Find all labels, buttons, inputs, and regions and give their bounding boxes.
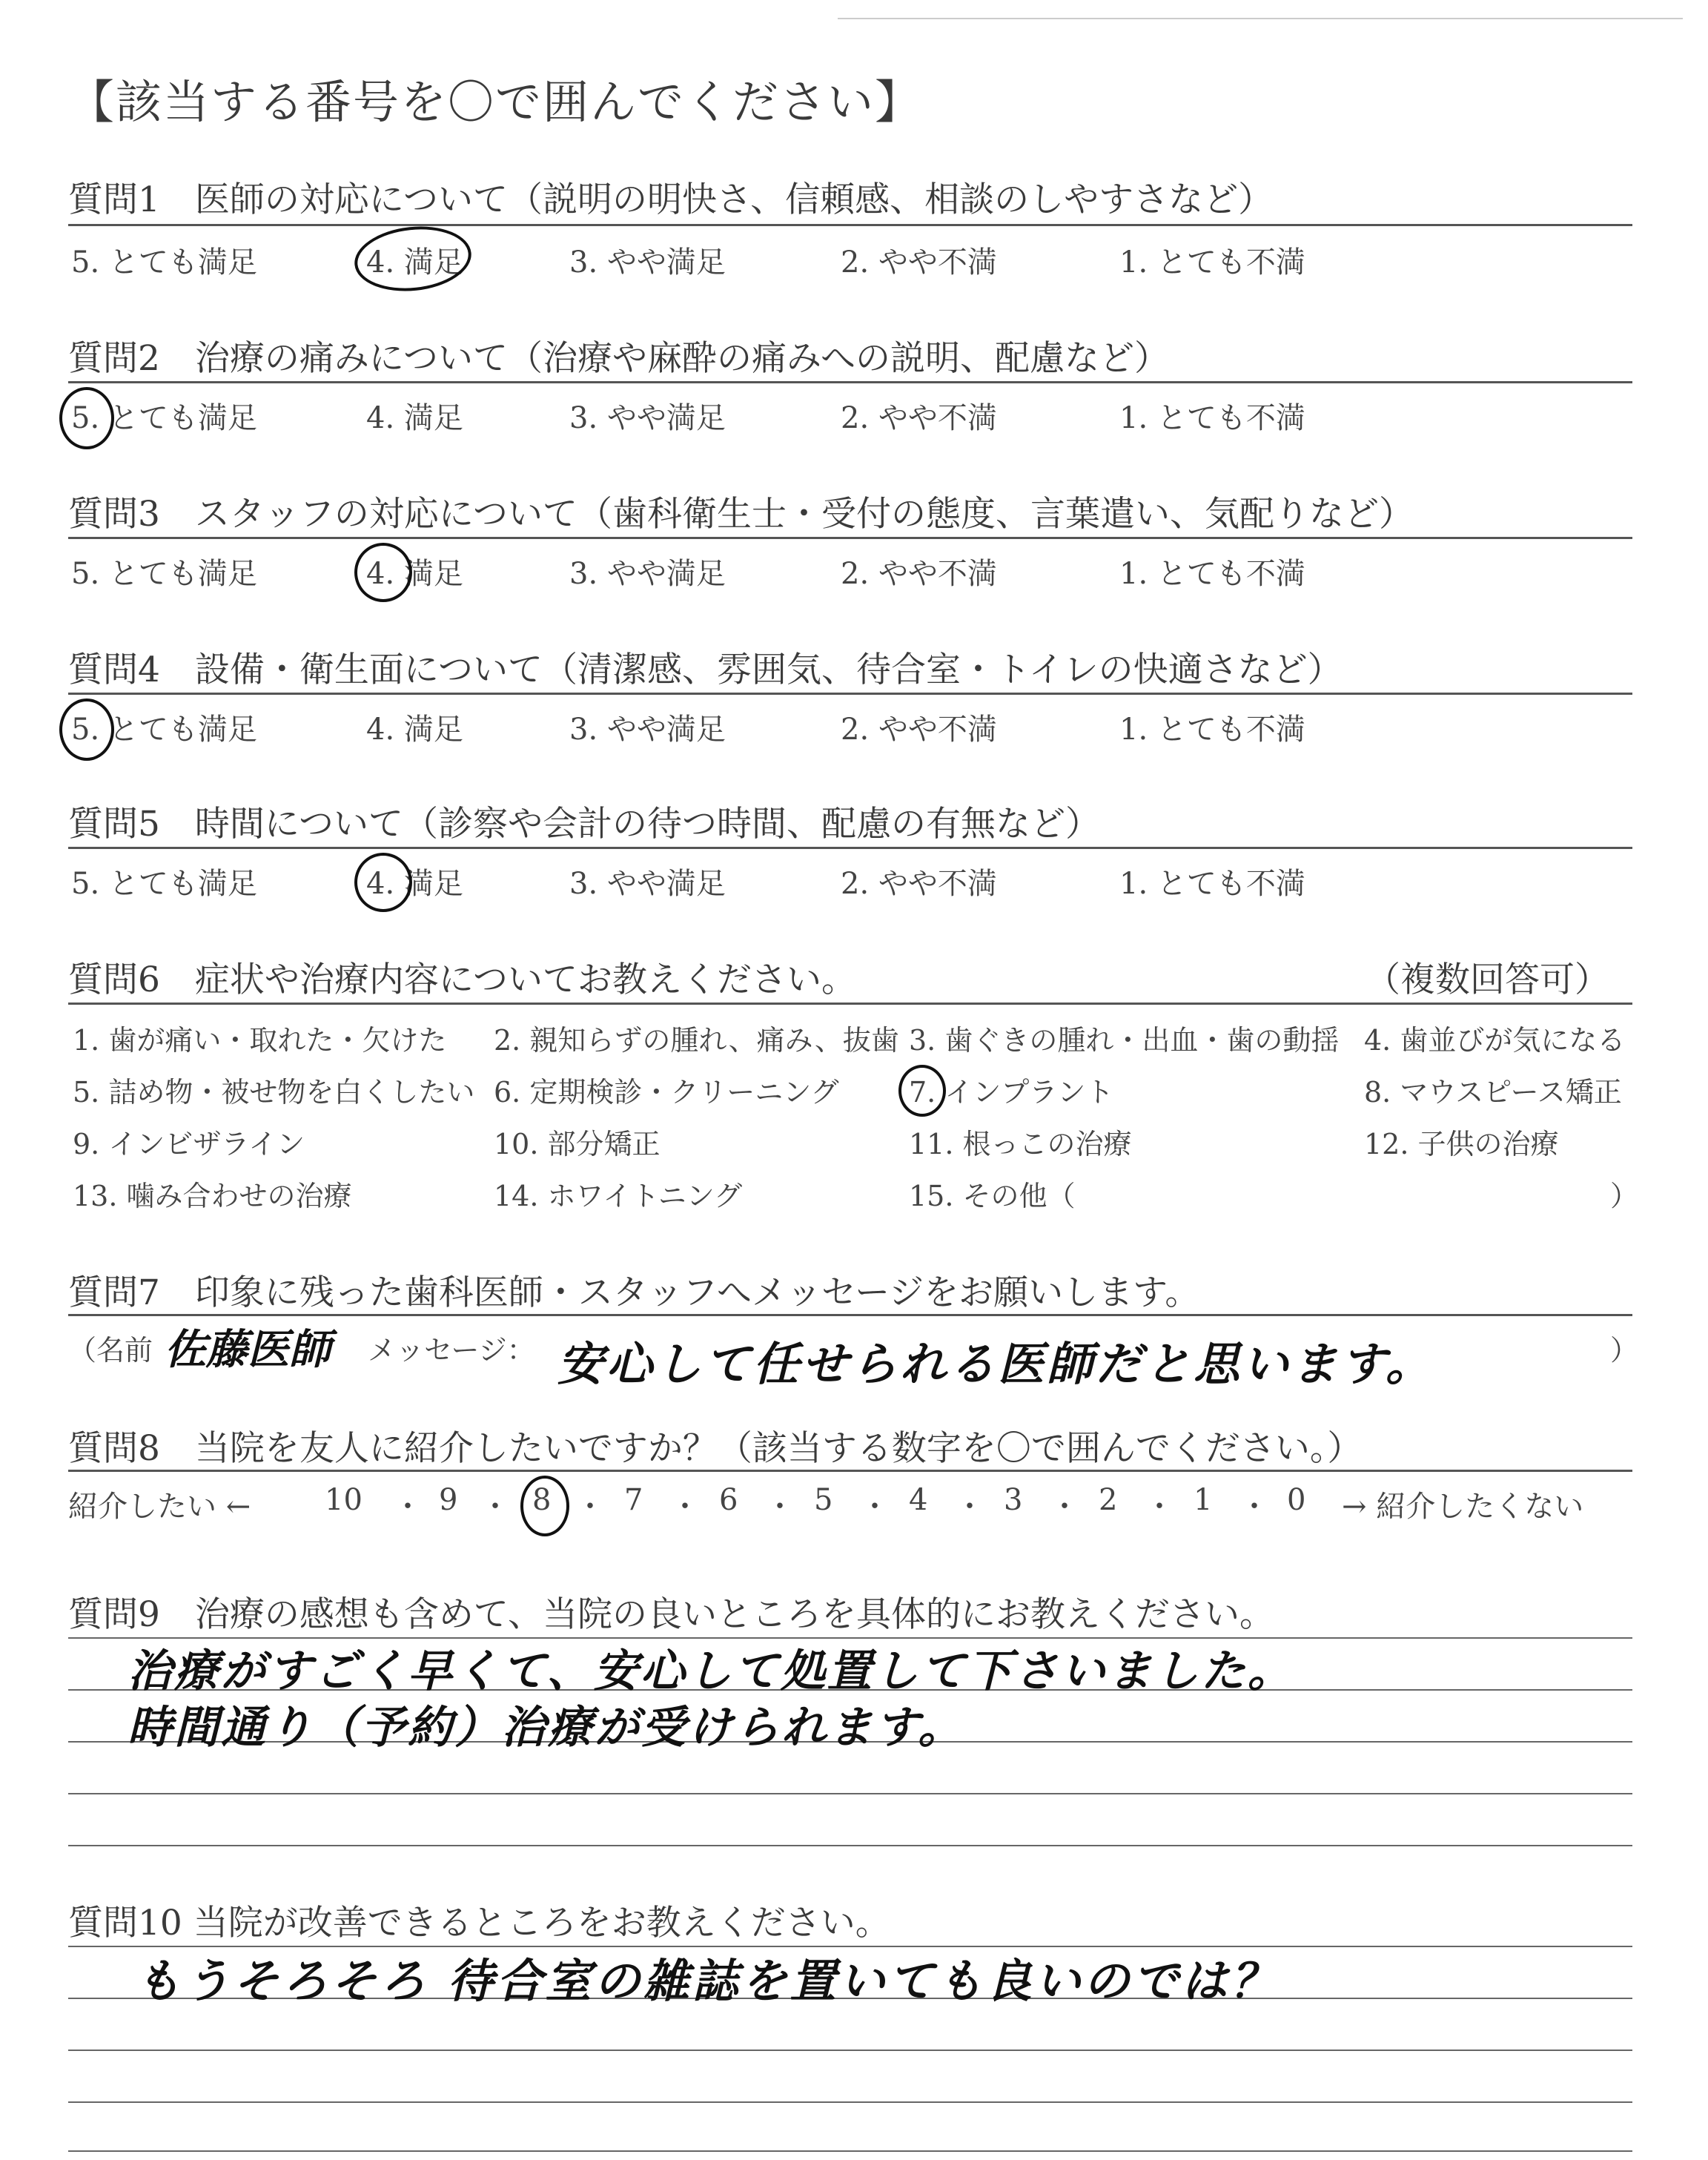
q4-option-5[interactable]: 5. とても満足 bbox=[71, 713, 257, 747]
q2-title: 質問2 治療の痛みについて（治療や麻酔の痛みへの説明、配慮など） bbox=[68, 338, 1170, 379]
q6-item-7[interactable]: 7. インプラント bbox=[909, 1076, 1114, 1109]
q8-number-1[interactable]: 1 bbox=[1194, 1483, 1213, 1517]
q8-sep: ・ bbox=[393, 1490, 423, 1524]
q6-note: （複数回答可） bbox=[1366, 960, 1609, 1000]
q1-option-3[interactable]: 3. やや満足 bbox=[569, 245, 726, 280]
q2-option-4[interactable]: 4. 満足 bbox=[366, 401, 463, 435]
q1-option-2[interactable]: 2. やや不満 bbox=[841, 245, 997, 280]
q8-left-label: 紹介したい ← bbox=[68, 1490, 251, 1524]
q8-sep: ・ bbox=[1239, 1490, 1269, 1524]
q5-selection-circle bbox=[354, 853, 412, 912]
q8-number-7[interactable]: 7 bbox=[624, 1483, 643, 1517]
q6-title: 質問6 症状や治療内容についてお教えください。 bbox=[68, 960, 856, 1000]
q6-item-10[interactable]: 10. 部分矯正 bbox=[494, 1128, 661, 1160]
q1-option-1[interactable]: 1. とても不満 bbox=[1119, 245, 1305, 280]
q8-number-10[interactable]: 10 bbox=[325, 1483, 363, 1517]
q8-sep: ・ bbox=[1050, 1490, 1079, 1524]
q10-writing-line bbox=[68, 2150, 1632, 2152]
q9-answer-line-2[interactable]: 時間通り（予約）治療が受けられます。 bbox=[128, 1702, 965, 1754]
q10-writing-line bbox=[68, 2050, 1632, 2051]
q6-item-13[interactable]: 13. 噛み合わせの治療 bbox=[73, 1180, 352, 1212]
q8-sep: ・ bbox=[1145, 1490, 1174, 1524]
q8-sep: ・ bbox=[480, 1490, 510, 1524]
q8-sep: ・ bbox=[955, 1490, 984, 1524]
q4-option-1[interactable]: 1. とても不満 bbox=[1119, 713, 1305, 747]
q6-selection-circle bbox=[898, 1065, 946, 1117]
q8-selection-circle bbox=[520, 1476, 569, 1536]
q4-selection-circle bbox=[59, 698, 114, 761]
q8-number-8[interactable]: 8 bbox=[532, 1483, 552, 1517]
q8-right-label: → 紹介したくない bbox=[1342, 1490, 1584, 1524]
q5-rule bbox=[68, 847, 1632, 849]
q3-rule bbox=[68, 537, 1632, 539]
q7-name-value[interactable]: 佐藤医師 bbox=[165, 1326, 331, 1374]
q2-option-5[interactable]: 5. とても満足 bbox=[71, 401, 257, 435]
q6-item-14[interactable]: 14. ホワイトニング bbox=[494, 1180, 743, 1212]
q3-option-1[interactable]: 1. とても不満 bbox=[1119, 557, 1305, 591]
q3-option-2[interactable]: 2. やや不満 bbox=[841, 557, 997, 591]
q7-message-value[interactable]: 安心して任せられる医師だと思います。 bbox=[557, 1337, 1435, 1391]
q8-number-6[interactable]: 6 bbox=[719, 1483, 738, 1517]
q4-option-4[interactable]: 4. 満足 bbox=[366, 713, 463, 747]
q3-option-4[interactable]: 4. 満足 bbox=[366, 557, 463, 591]
q3-title: 質問3 スタッフの対応について（歯科衛生士・受付の態度、言葉遣い、気配りなど） bbox=[68, 494, 1414, 535]
q7-rule bbox=[68, 1314, 1632, 1316]
q3-selection-circle bbox=[354, 543, 412, 602]
q9-writing-line bbox=[68, 1793, 1632, 1794]
q4-rule bbox=[68, 693, 1632, 695]
q6-item-8[interactable]: 8. マウスピース矯正 bbox=[1364, 1076, 1622, 1109]
q2-selection-circle bbox=[59, 387, 114, 449]
q1-option-5[interactable]: 5. とても満足 bbox=[71, 245, 257, 280]
q9-answer-line-1[interactable]: 治療がすごく早くて、安心して処置して下さいました。 bbox=[128, 1645, 1294, 1697]
scan-top-edge bbox=[838, 18, 1683, 19]
q8-number-4[interactable]: 4 bbox=[909, 1483, 928, 1517]
q10-writing-line bbox=[68, 2101, 1632, 2103]
q6-rule bbox=[68, 1003, 1632, 1005]
q2-rule bbox=[68, 381, 1632, 383]
q7-name-label: （名前 bbox=[68, 1334, 153, 1367]
q6-item-12[interactable]: 12. 子供の治療 bbox=[1364, 1128, 1559, 1160]
q7-message-label: メッセージ： bbox=[368, 1334, 535, 1367]
q4-title: 質問4 設備・衛生面について（清潔感、雰囲気、待合室・トイレの快適さなど） bbox=[68, 650, 1343, 690]
q5-option-2[interactable]: 2. やや不満 bbox=[841, 867, 997, 901]
q6-item-11[interactable]: 11. 根っこの治療 bbox=[909, 1128, 1132, 1160]
q8-sep: ・ bbox=[765, 1490, 795, 1524]
q6-item-15[interactable]: 15. その他（ bbox=[909, 1180, 1076, 1212]
q6-item-6[interactable]: 6. 定期検診・クリーニング bbox=[494, 1076, 839, 1109]
q6-item-3[interactable]: 3. 歯ぐきの腫れ・出血・歯の動揺 bbox=[909, 1024, 1340, 1057]
q4-option-2[interactable]: 2. やや不満 bbox=[841, 713, 997, 747]
q1-rule bbox=[68, 224, 1632, 226]
q10-title: 質問10 当院が改善できるところをお教えください。 bbox=[68, 1903, 890, 1943]
q8-number-3[interactable]: 3 bbox=[1004, 1483, 1023, 1517]
q2-option-1[interactable]: 1. とても不満 bbox=[1119, 401, 1305, 435]
q8-sep: ・ bbox=[670, 1490, 700, 1524]
q8-sep: ・ bbox=[860, 1490, 890, 1524]
q6-item-4[interactable]: 4. 歯並びが気になる bbox=[1364, 1024, 1626, 1057]
q5-option-3[interactable]: 3. やや満足 bbox=[569, 867, 726, 901]
q10-answer-line-1[interactable]: もうそろそろ 待合室の雑誌を置いても良いのでは？ bbox=[135, 1954, 1280, 2008]
q6-item-5[interactable]: 5. 詰め物・被せ物を白くしたい bbox=[73, 1076, 475, 1109]
q3-option-5[interactable]: 5. とても満足 bbox=[71, 557, 257, 591]
q1-selection-circle bbox=[351, 221, 474, 297]
q8-sep: ・ bbox=[575, 1490, 605, 1524]
q7-close-paren: ） bbox=[1610, 1334, 1639, 1367]
page-header: 【該当する番号を〇で囲んでください】 bbox=[68, 75, 923, 129]
q1-title: 質問1 医師の対応について（説明の明快さ、信頼感、相談のしやすさなど） bbox=[68, 179, 1274, 220]
q2-option-2[interactable]: 2. やや不満 bbox=[841, 401, 997, 435]
q6-item-1[interactable]: 1. 歯が痛い・取れた・欠けた bbox=[73, 1024, 447, 1057]
q8-number-0[interactable]: 0 bbox=[1287, 1483, 1306, 1517]
q8-rule bbox=[68, 1470, 1632, 1472]
q6-item-9[interactable]: 9. インビザライン bbox=[73, 1128, 305, 1160]
q9-title: 質問9 治療の感想も含めて、当院の良いところを具体的にお教えください。 bbox=[68, 1594, 1274, 1635]
q5-title: 質問5 時間について（診察や会計の待つ時間、配慮の有無など） bbox=[68, 804, 1100, 845]
q4-option-3[interactable]: 3. やや満足 bbox=[569, 713, 726, 747]
q7-title: 質問7 印象に残った歯科医師・スタッフへメッセージをお願いします。 bbox=[68, 1272, 1200, 1313]
q5-option-4[interactable]: 4. 満足 bbox=[366, 867, 463, 901]
q8-number-9[interactable]: 9 bbox=[439, 1483, 458, 1517]
q3-option-3[interactable]: 3. やや満足 bbox=[569, 557, 726, 591]
q8-title: 質問8 当院を友人に紹介したいですか？（該当する数字を〇で囲んでください。） bbox=[68, 1428, 1363, 1469]
q6-item-2[interactable]: 2. 親知らずの腫れ、痛み、抜歯 bbox=[494, 1024, 899, 1057]
q5-option-5[interactable]: 5. とても満足 bbox=[71, 867, 257, 901]
q5-option-1[interactable]: 1. とても不満 bbox=[1119, 867, 1305, 901]
q8-number-5[interactable]: 5 bbox=[814, 1483, 833, 1517]
q6-other-close-paren: ） bbox=[1610, 1180, 1639, 1212]
q8-number-2[interactable]: 2 bbox=[1099, 1483, 1118, 1517]
q2-option-3[interactable]: 3. やや満足 bbox=[569, 401, 726, 435]
q9-writing-line bbox=[68, 1845, 1632, 1846]
q1-option-4[interactable]: 4. 満足 bbox=[366, 245, 463, 280]
